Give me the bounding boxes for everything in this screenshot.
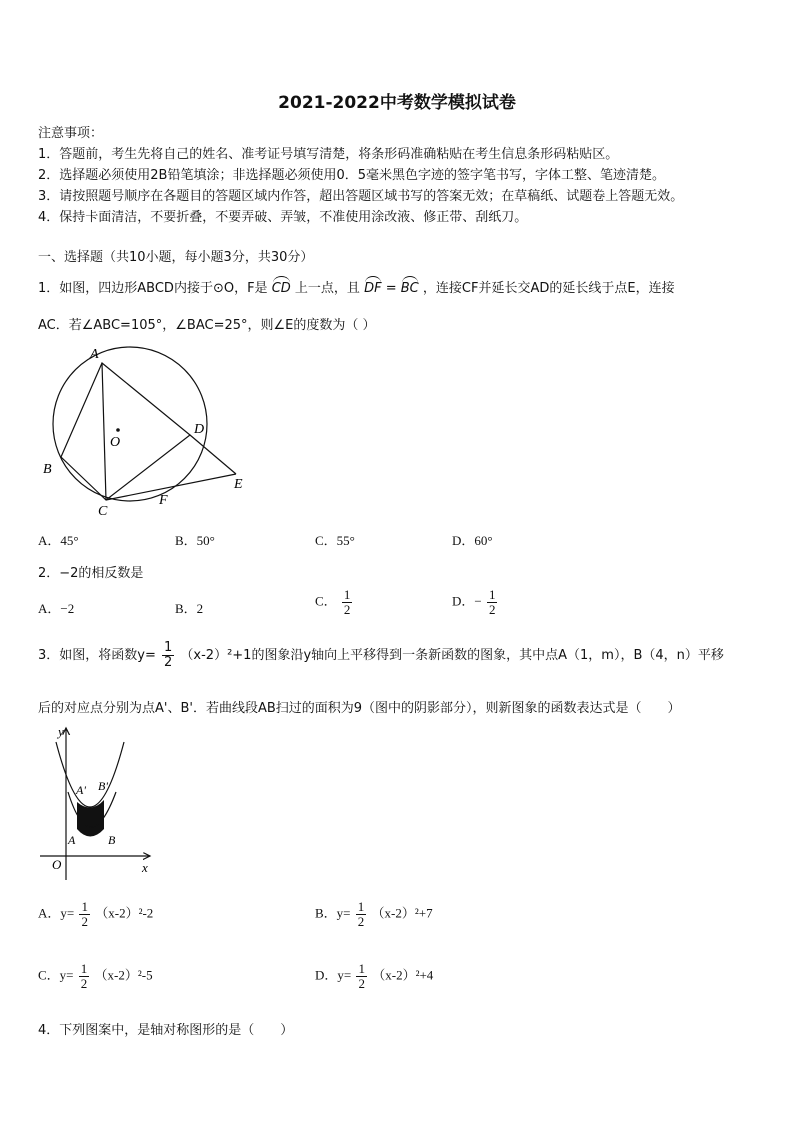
label-f: F	[159, 493, 168, 508]
q3-option-b[interactable]: B．y= $\frac{1}{2}$ （x-2）²+7	[315, 899, 433, 929]
fraction-half: $\frac{1}{2}$	[80, 961, 88, 991]
q1-circle-figure	[38, 340, 258, 519]
label-b-prime: B'	[98, 779, 108, 793]
segment-ac	[102, 363, 106, 500]
arc-mark-icon	[402, 276, 418, 283]
question-4-stem: 4．下列图案中，是轴对称图形的是（ ）	[38, 1023, 294, 1038]
q1-arc-cd: CD	[272, 277, 291, 296]
arc-mark-icon	[365, 276, 381, 283]
question-3-line-2: 后的对应点分别为点A'、B'．若曲线段AB扫过的面积为9（图中的阴影部分），则新图象的函数表达式是（ ）	[38, 701, 681, 716]
q3-option-d[interactable]: D．y= $\frac{1}{2}$ （x-2）²+4	[315, 961, 434, 991]
q3-option-a[interactable]: A．y= $\frac{1}{2}$ （x-2）²-2	[38, 899, 154, 929]
label-c: C	[98, 504, 108, 519]
label-o: O	[110, 435, 121, 450]
q1-option-c[interactable]: C．55°	[315, 533, 355, 548]
q1-arc-bc: BC	[401, 277, 419, 296]
quadrilateral-abcd	[61, 363, 190, 500]
segment-de	[190, 435, 236, 474]
arc-mark-icon	[273, 276, 290, 283]
q2-option-d[interactable]: D．− $\frac{1}{2}$	[452, 587, 496, 617]
section-heading: 一、选择题（共10小题，每小题3分，共30分）	[38, 250, 314, 265]
fraction-half: $\frac{1}{2}$	[357, 899, 365, 929]
question-1-line-2: AC．若∠ABC=105°，∠BAC=25°，则∠E的度数为（ ）	[38, 318, 376, 333]
fraction-half: $\frac{1}{2}$	[81, 899, 88, 929]
circle-o	[53, 347, 207, 501]
segment-ce	[106, 474, 236, 500]
label-x: x	[142, 860, 148, 875]
question-2-stem: 2．−2的相反数是	[38, 566, 144, 581]
fraction-half: $\frac{1}{2}$	[488, 587, 496, 617]
q2-option-b[interactable]: B．2	[175, 601, 204, 616]
q1-text-a: 1．如图，四边形ABCD内接于⊙O，F是	[38, 281, 268, 296]
fraction-half: $\frac{1}{2}$	[343, 587, 351, 617]
notice-item: 1．答题前，考生先将自己的姓名、准考证号填写清楚，将条形码准确粘贴在考生信息条形码粘贴区。	[38, 147, 619, 162]
q1-option-a[interactable]: A．45°	[38, 533, 79, 548]
label-y: y	[58, 724, 64, 739]
label-d: D	[194, 422, 205, 437]
q2-option-a[interactable]: A．−2	[38, 601, 75, 616]
label-b: B	[108, 833, 116, 847]
q1-equals: =	[385, 281, 397, 296]
label-a: A	[68, 833, 76, 847]
q1-text-b: 上一点，且	[294, 281, 360, 296]
question-1-line-1	[38, 277, 675, 296]
label-o: O	[52, 857, 62, 872]
q3-option-c[interactable]: C．y= $\frac{1}{2}$ （x-2）²-5	[38, 961, 153, 991]
label-b: B	[43, 462, 52, 477]
label-a: A	[90, 347, 99, 362]
q1-arc-df: DF	[364, 277, 382, 296]
fraction-half: $\frac{1}{2}$	[164, 640, 173, 670]
shaded-region	[77, 800, 104, 837]
q1-text-c: ，连接CF并延长交AD的延长线于点E，连接	[422, 281, 675, 296]
notice-item: 2．选择题必须使用2B铅笔填涂；非选择题必须使用0．5毫米黑色字迹的签字笔书写，字体工整、笔迹清楚。	[38, 168, 666, 183]
q1-option-b[interactable]: B．50°	[175, 533, 215, 548]
q3-parabola-figure	[38, 722, 163, 882]
page-title: 2021-2022中考数学模拟试卷	[278, 93, 516, 113]
notice-heading: 注意事项：	[38, 126, 104, 141]
label-e: E	[234, 477, 243, 492]
notice-item: 4．保持卡面清洁，不要折叠，不要弄破、弄皱，不准使用涂改液、修正带、刮纸刀。	[38, 210, 528, 225]
notice-item: 3．请按照题号顺序在各题目的答题区域内作答，超出答题区域书写的答案无效；在草稿纸、试题卷上答题无效。	[38, 189, 684, 204]
label-a-prime: A'	[76, 783, 86, 797]
center-point	[116, 428, 120, 432]
q1-option-d[interactable]: D．60°	[452, 533, 493, 548]
q2-option-c[interactable]: C． $\frac{1}{2}$	[315, 587, 351, 617]
question-3-line-1: 3．如图，将函数y= $\frac{1}{2}$ （x-2）²+1的图象沿y轴向上平移得到一条新函数的图象，其中点A（1，m），B（4，n）平移	[38, 640, 724, 670]
fraction-half: $\frac{1}{2}$	[358, 961, 365, 991]
